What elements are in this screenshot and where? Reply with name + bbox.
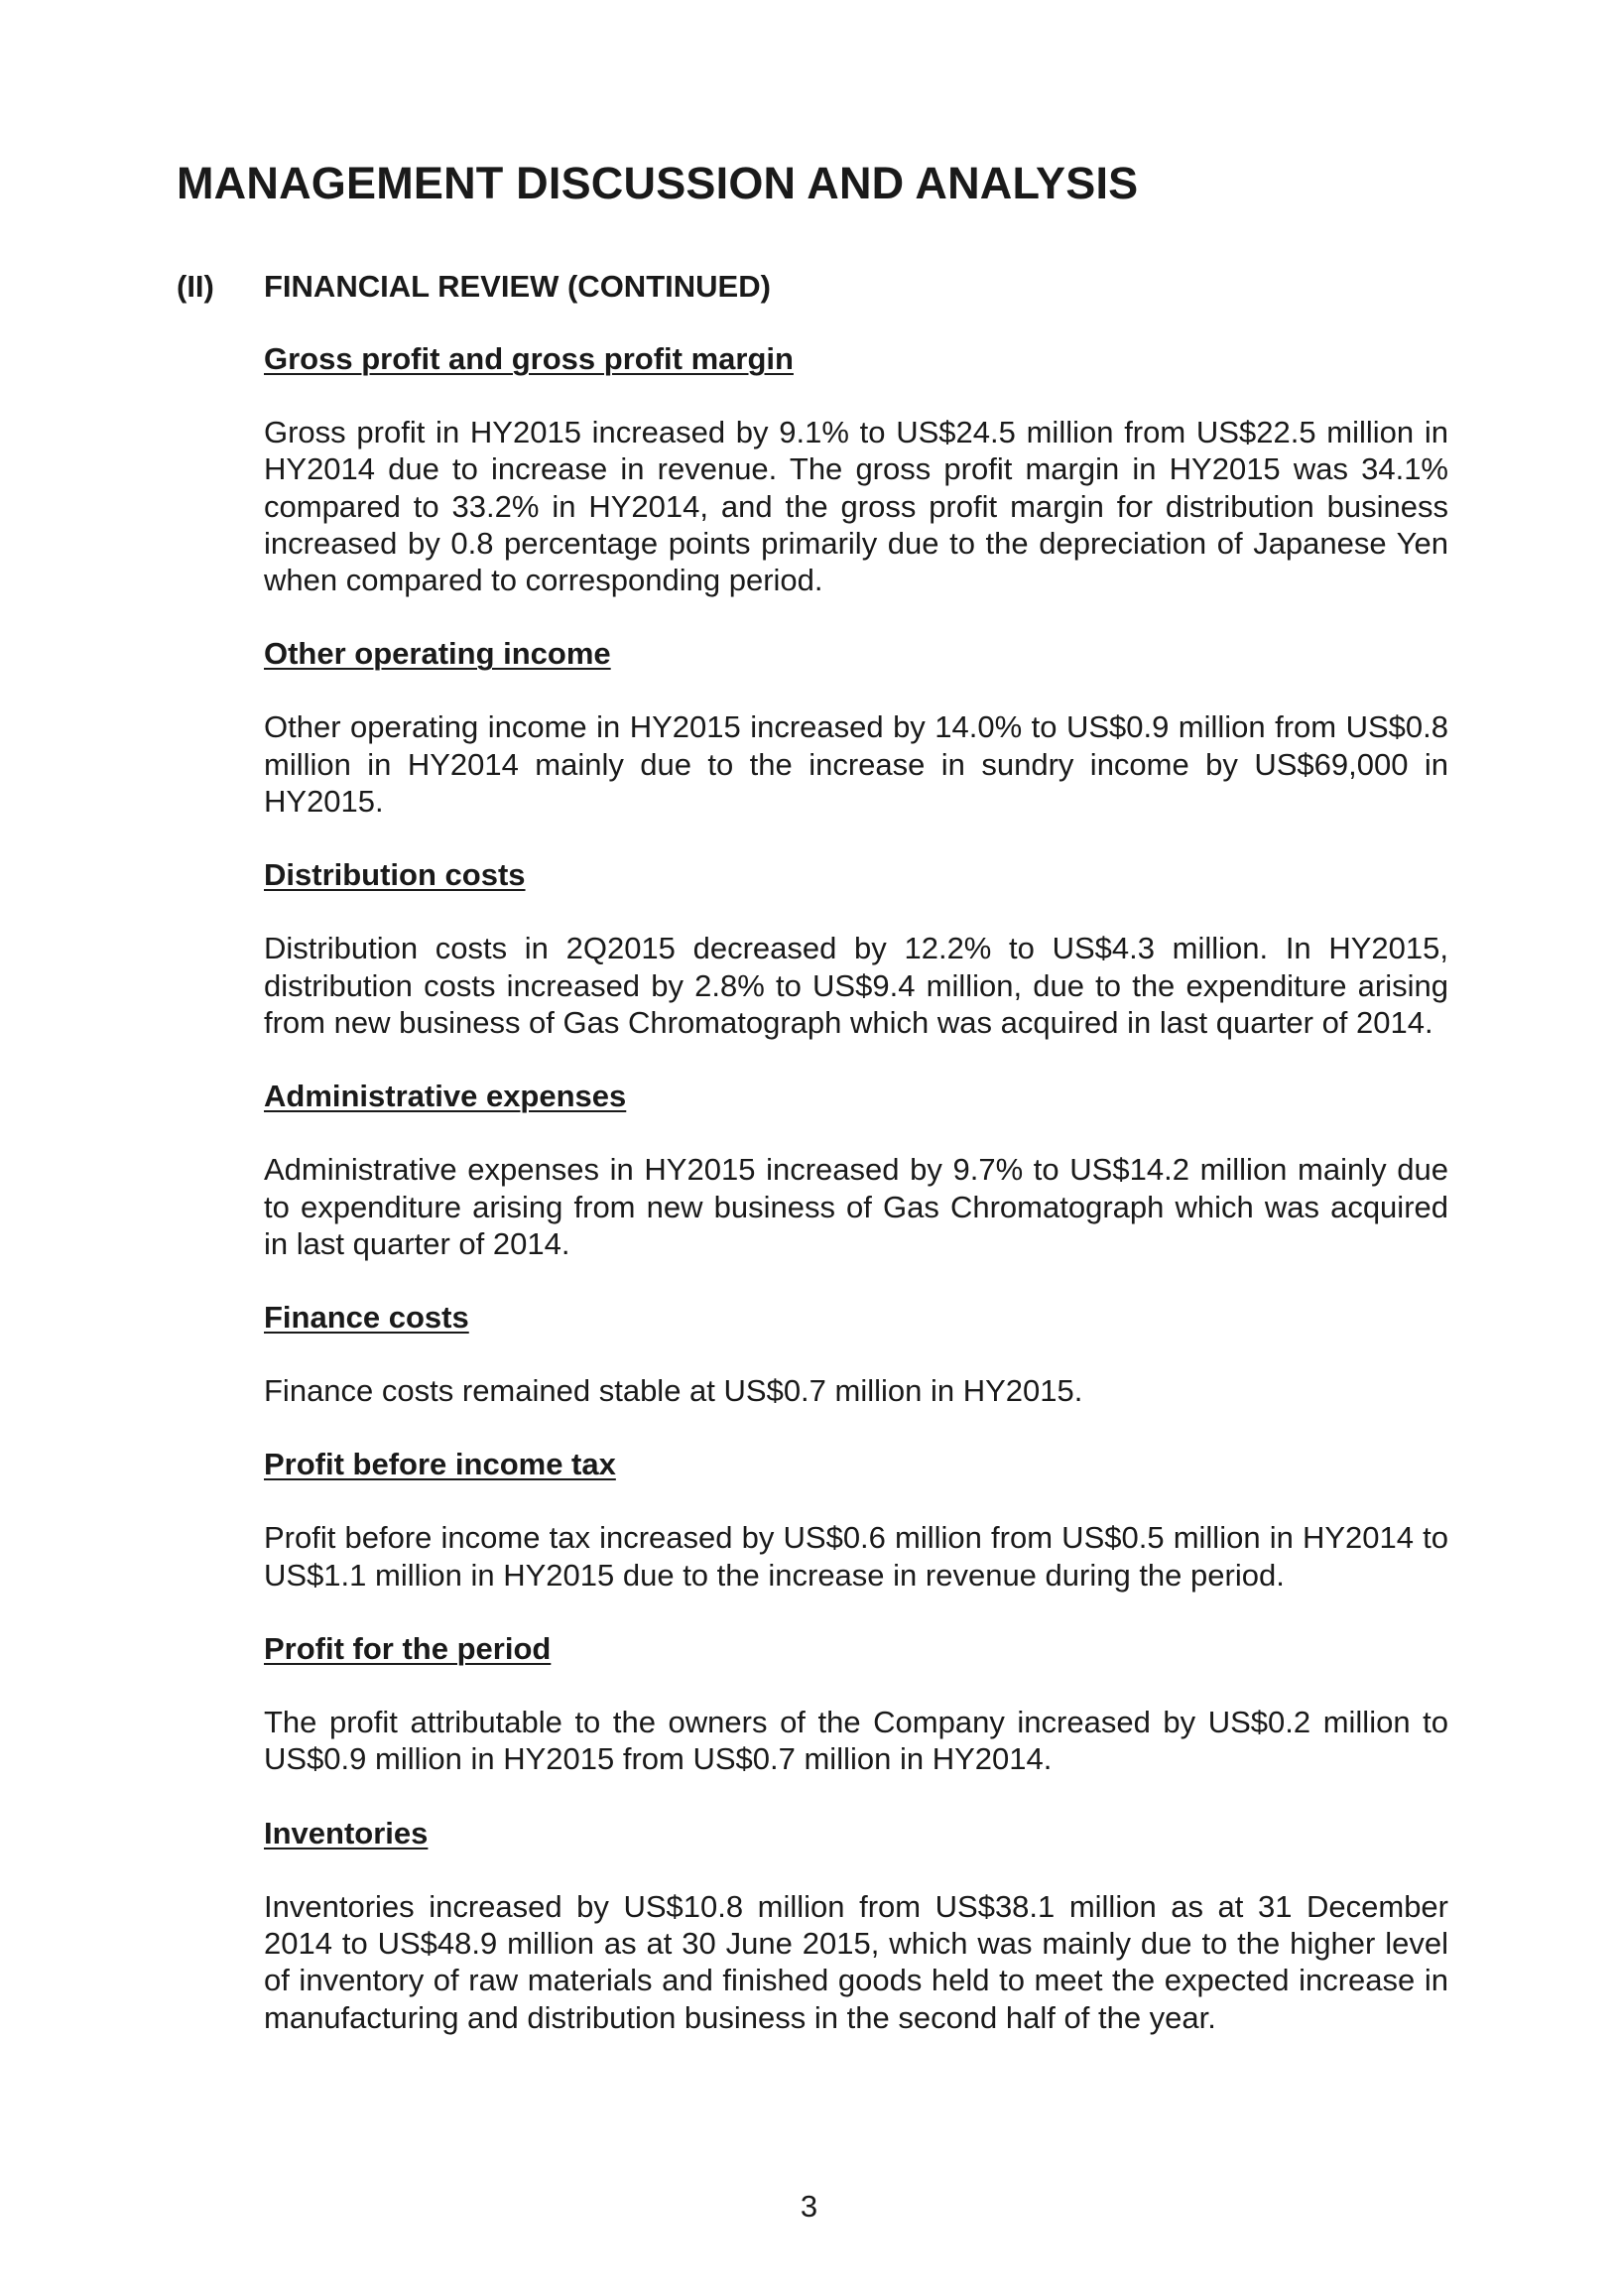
subsection-heading: Gross profit and gross profit margin bbox=[264, 341, 794, 376]
subsection-heading: Distribution costs bbox=[264, 857, 526, 893]
subsection-heading: Profit for the period bbox=[264, 1631, 552, 1667]
subsection-heading: Finance costs bbox=[264, 1300, 469, 1336]
subsection-inventories bbox=[264, 1815, 1448, 2036]
section-content bbox=[264, 340, 1448, 2073]
subsection-paragraph: Administrative expenses in HY2015 increased by 9.7% to US$14.2 million mainly due to expenditure arising from new business of Gas Chromatograph which was acquired in last quarter of 2014. bbox=[264, 1152, 1448, 1261]
subsection-finance-costs bbox=[264, 1299, 1448, 1409]
subsection-gross-profit bbox=[264, 340, 1448, 598]
subsection-paragraph: The profit attributable to the owners of the Company increased by US$0.2 million to US$0.9 million in HY2015 from US$0.7 million in HY2014. bbox=[264, 1705, 1448, 1777]
subsection-paragraph: Gross profit in HY2015 increased by 9.1% to US$24.5 million from US$22.5 million in HY2014 due to increase in revenue. The gross profit margin in HY2015 was 34.1% compared to 33.2% in HY2014, and the gross profit margin for distribution business increased by 0.8 percentage points primarily due to the depreciation of Japanese Yen when compared to corresponding period. bbox=[264, 415, 1448, 598]
page-number: 3 bbox=[800, 2189, 818, 2224]
subsection-profit-before-income-tax bbox=[264, 1446, 1448, 1594]
page-title: MANAGEMENT DISCUSSION AND ANALYSIS bbox=[177, 158, 1139, 208]
subsection-profit-for-the-period bbox=[264, 1630, 1448, 1778]
subsection-heading: Administrative expenses bbox=[264, 1079, 627, 1114]
subsection-administrative-expenses bbox=[264, 1078, 1448, 1262]
section-number: (II) bbox=[177, 269, 214, 304]
subsection-paragraph: Inventories increased by US$10.8 million from US$38.1 million as at 31 December 2014 to US$48.9 million as at 30 June 2015, which was mainly due to the higher level of inventory of raw materials and finished goods held to meet the expected increase in manufacturing and distribution business in the second half of the year. bbox=[264, 1888, 1448, 2035]
subsection-heading: Inventories bbox=[264, 1815, 429, 1850]
subsection-paragraph: Distribution costs in 2Q2015 decreased by 12.2% to US$4.3 million. In HY2015, distribution costs increased by 2.8% to US$9.4 million, due to the expenditure arising from new business of Gas Chromatograph which was acquired in last quarter of 2014. bbox=[264, 931, 1448, 1040]
subsection-paragraph: Other operating income in HY2015 increased by 14.0% to US$0.9 million from US$0.8 million in HY2014 mainly due to the increase in sundry income by US$69,000 in HY2015. bbox=[264, 709, 1448, 820]
subsection-heading: Other operating income bbox=[264, 636, 611, 672]
subsection-heading: Profit before income tax bbox=[264, 1447, 616, 1482]
subsection-other-operating-income bbox=[264, 635, 1448, 820]
subsection-paragraph: Finance costs remained stable at US$0.7 million in HY2015. bbox=[264, 1373, 1083, 1409]
subsection-distribution-costs bbox=[264, 856, 1448, 1041]
section-title: FINANCIAL REVIEW (CONTINUED) bbox=[264, 269, 771, 304]
subsection-paragraph: Profit before income tax increased by US$0.6 million from US$0.5 million in HY2014 to US$1.1 million in HY2015 due to the increase in revenue during the period. bbox=[264, 1520, 1448, 1593]
